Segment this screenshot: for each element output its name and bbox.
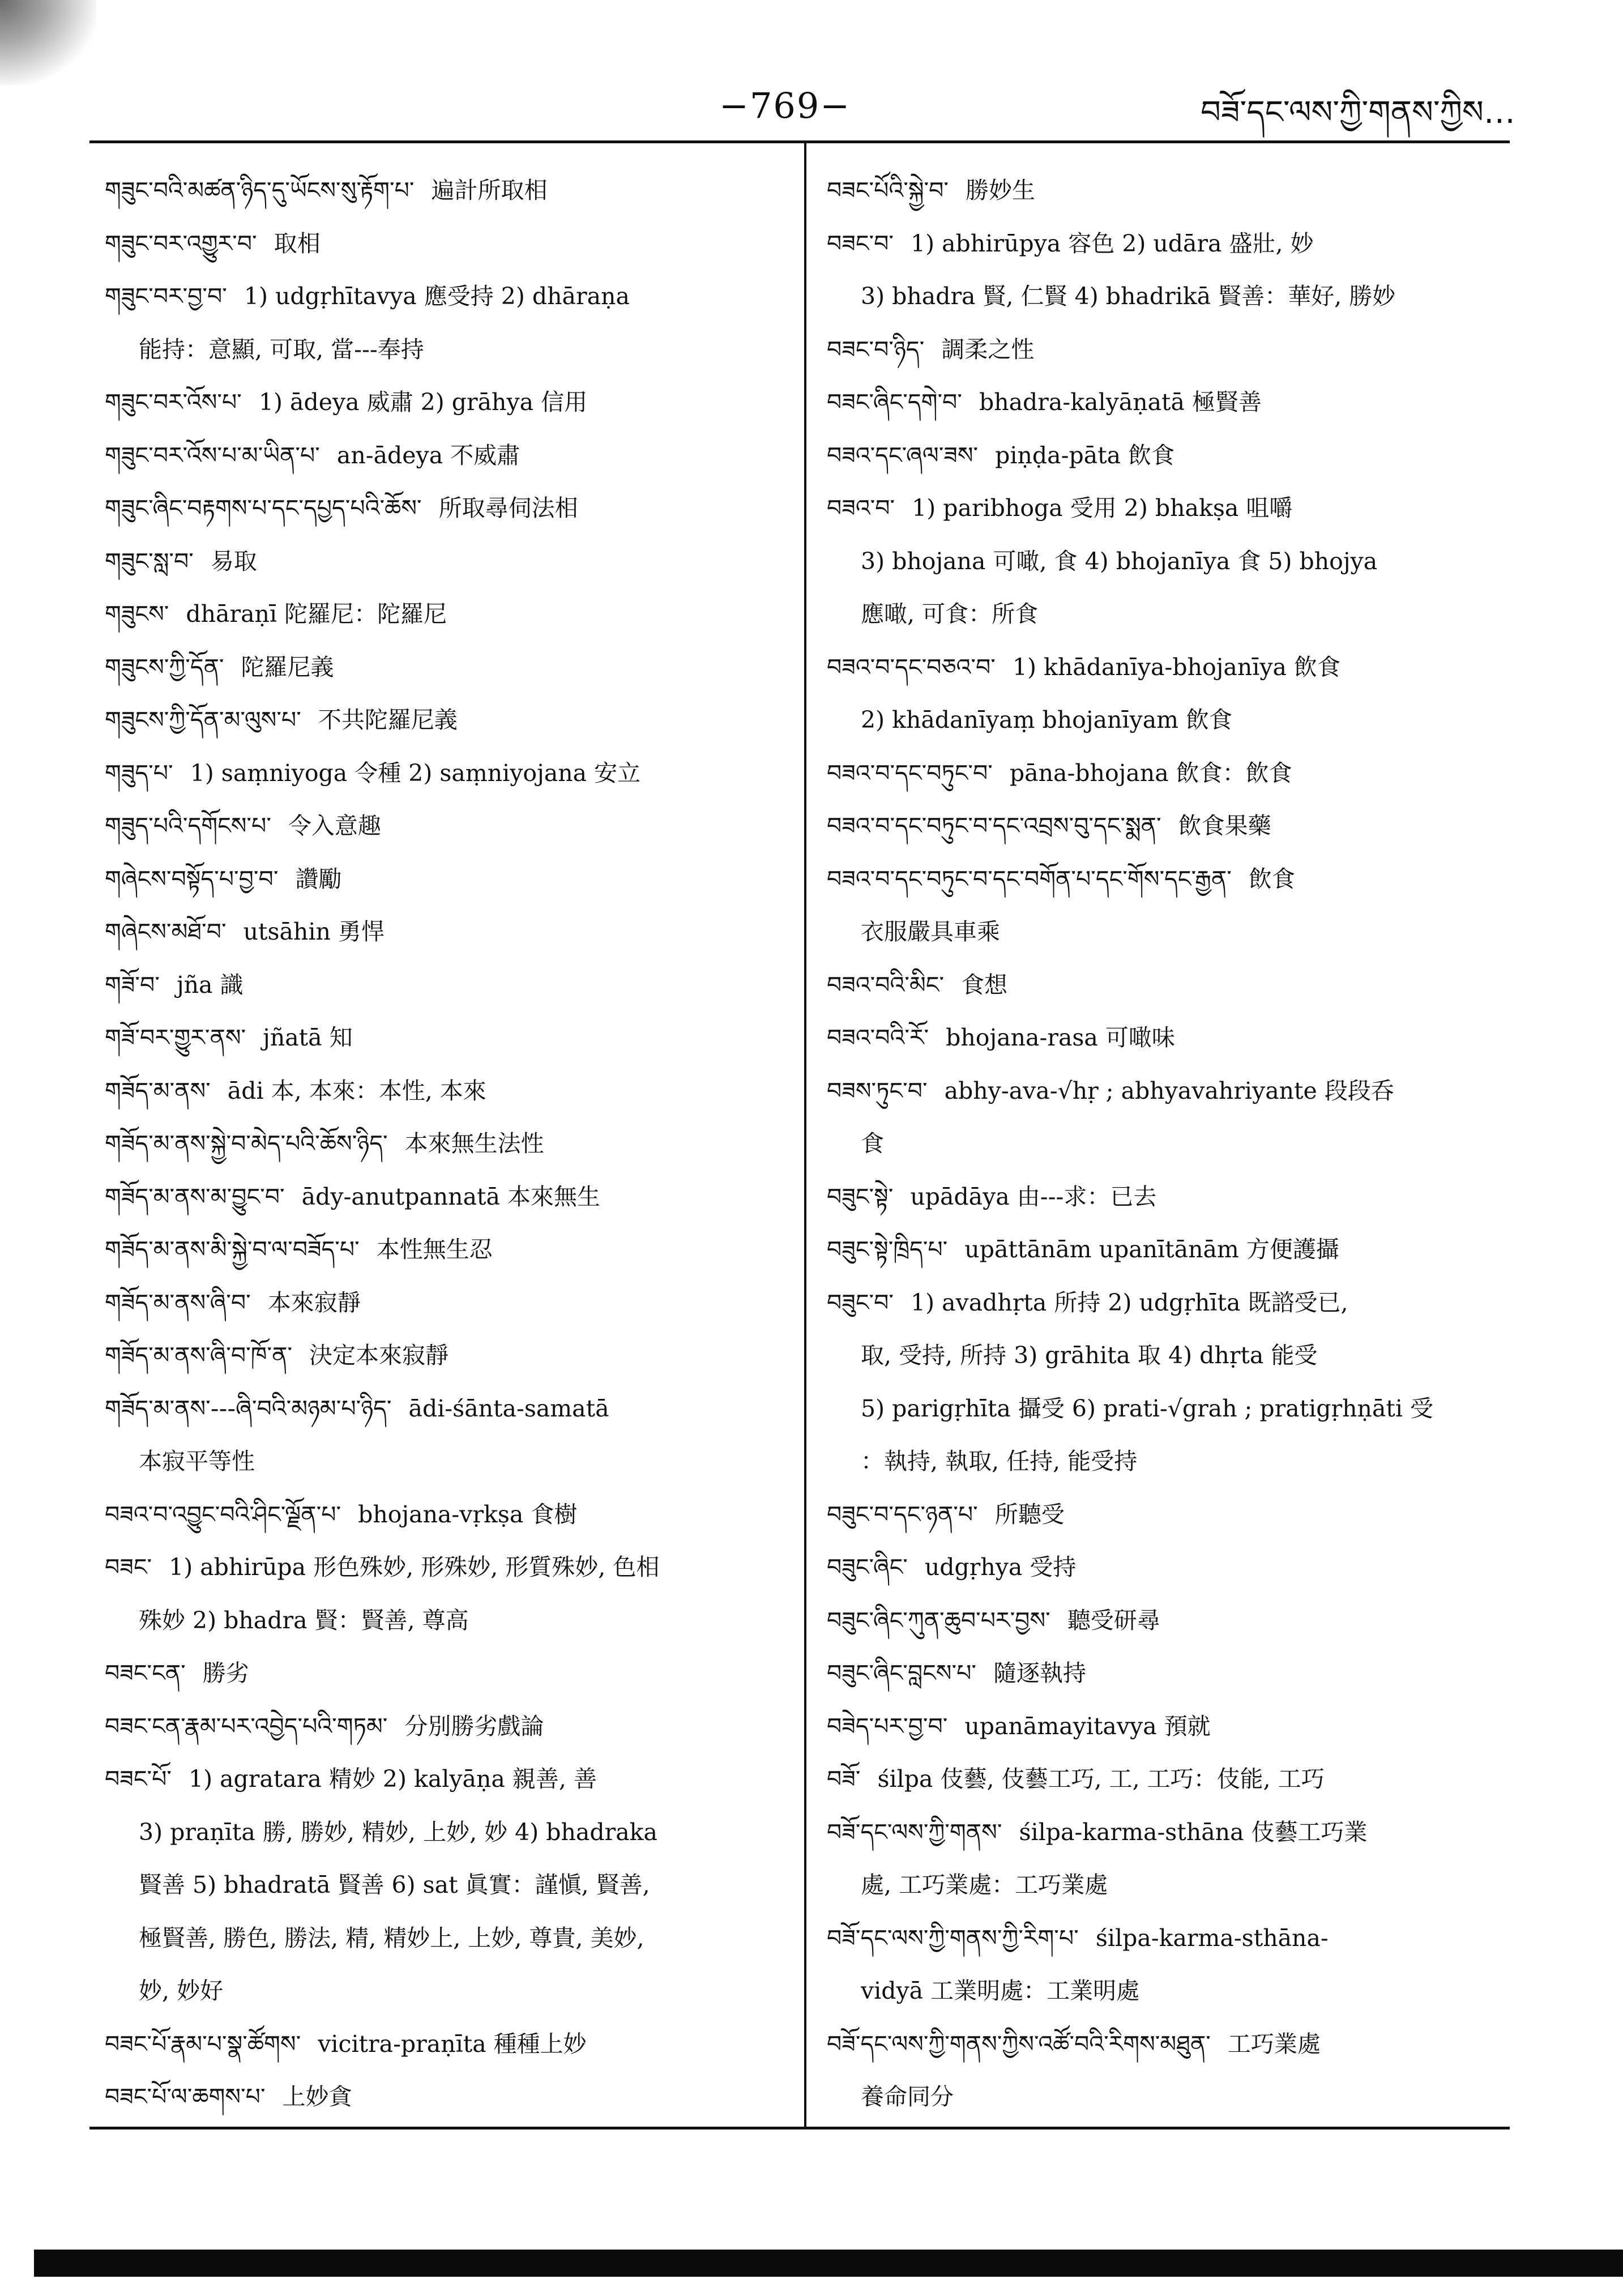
dictionary-entry (105, 1647, 784, 1700)
dictionary-entry (105, 959, 784, 1012)
entry-continuation (827, 270, 1506, 323)
entry-continuation (105, 1859, 784, 1912)
dictionary-entry (105, 482, 784, 535)
dictionary-entry (827, 1594, 1506, 1648)
dictionary-entry (827, 1171, 1506, 1224)
entry-gloss: 令入意趣 (288, 812, 381, 839)
entry-gloss: 陀羅尼義 (241, 653, 334, 681)
dictionary-entry (827, 959, 1506, 1012)
entry-gloss: 決定本來寂靜 (309, 1342, 449, 1369)
entry-gloss: 1) paribhoga 受用 2) bhakṣa 咀嚼 (912, 494, 1293, 522)
entry-gloss: 工巧業處 (1227, 2030, 1321, 2058)
tibetan-headword: བཟའ་དང་ཞལ་ཟས་ (827, 441, 979, 469)
running-head: བཟོ་དང་ལས་ཀྱི་གནས་ཀྱིས… (1201, 94, 1515, 131)
page-number: −769− (719, 85, 851, 126)
entry-continuation (827, 694, 1506, 747)
tibetan-headword: གཟོད་མ་ནས་---ཞི་བའི་མཉམ་པ་ཉིད་ (105, 1394, 392, 1422)
entry-gloss: 1) avadhṛta 所持 2) udgṛhīta 既諮受已, (911, 1288, 1348, 1316)
tibetan-headword: བཟས་ཏུང་བ་ (827, 1077, 928, 1104)
tibetan-headword: བཟང་བ་ (827, 229, 894, 257)
entry-gloss: 食想 (961, 971, 1008, 998)
entry-gloss: an-ādeya 不威肅 (336, 441, 520, 469)
dictionary-entry (105, 800, 784, 853)
dictionary-entry (827, 747, 1506, 800)
dictionary-entry (827, 1488, 1506, 1542)
scan-bottom-band (34, 2250, 1623, 2277)
entry-gloss: pāna-bhojana 飲食：飲食 (1009, 759, 1292, 787)
entry-continuation (105, 1594, 784, 1648)
dictionary-entry (105, 1753, 784, 1806)
dictionary-entry (105, 2071, 784, 2124)
dictionary-entry (827, 1912, 1506, 1965)
entry-gloss: 1) saṃniyoga 令種 2) saṃniyojana 安立 (190, 759, 641, 787)
entry-gloss: 3) bhadra 賢, 仁賢 4) bhadrikā 賢善：華好, 勝妙 (861, 283, 1396, 310)
dictionary-entry (105, 747, 784, 800)
tibetan-headword: བཟང་ངན་རྣམ་པར་འབྱེད་པའི་གཏམ་ (105, 1712, 388, 1740)
dictionary-entry (105, 1171, 784, 1224)
tibetan-headword: བཟའ་བ་འབྱུང་བའི་ཤིང་ལྗོན་པ་ (105, 1500, 341, 1528)
entry-continuation (827, 588, 1506, 641)
tibetan-headword: བཟོ་ (827, 1765, 861, 1793)
entry-gloss: śilpa-karma-sthāna 伎藝工巧業 (1019, 1818, 1368, 1846)
entry-gloss: 1) ādeya 威肅 2) grāhya 信用 (258, 389, 588, 416)
tibetan-headword: གཟོད་མ་ནས་ (105, 1077, 211, 1104)
dictionary-entry (827, 429, 1506, 483)
tibetan-headword: བཟུང་སྟེ་ཁྲིད་པ་ (827, 1236, 948, 1263)
tibetan-headword: བཟང་ཞིང་དགེ་བ་ (827, 389, 962, 416)
top-rule (89, 140, 1510, 143)
dictionary-entry (105, 1277, 784, 1330)
dictionary-entry (827, 217, 1506, 271)
entry-gloss: dhāraṇī 陀羅尼：陀羅尼 (186, 600, 447, 628)
tibetan-headword: བཟའ་བ་དང་བཏུང་བ་དང་བགོན་པ་དང་གོས་དང་རྒྱན་ (827, 865, 1232, 893)
entry-gloss: śilpa-karma-sthāna- (1095, 1924, 1329, 1952)
tibetan-headword: གཟོད་མ་ནས་མི་སྐྱེ་བ་ལ་བཟོད་པ་ (105, 1236, 360, 1263)
entry-gloss: śilpa 伎藝, 伎藝工巧, 工, 工巧：伎能, 工巧 (877, 1765, 1325, 1793)
tibetan-headword: གཟུངས་ (105, 600, 169, 628)
tibetan-headword: བཟང་ངན་ (105, 1659, 186, 1687)
entry-gloss: 遍計所取相 (431, 177, 548, 204)
dictionary-entry (827, 1541, 1506, 1594)
tibetan-headword: གཟུང་བའི་མཚན་ཉིད་དུ་ཡོངས་སུ་རྟོག་པ་ (105, 177, 415, 204)
tibetan-headword: བཟུང་ཞིང་ (827, 1554, 908, 1581)
entry-gloss: abhy-ava-√hṛ ; abhyavahriyante 段段呑 (944, 1077, 1394, 1104)
entry-gloss: 讚勵 (295, 865, 342, 893)
entry-gloss: 本來寂靜 (267, 1288, 361, 1316)
entry-gloss: 不共陀羅尼義 (318, 706, 458, 733)
dictionary-entry (827, 1700, 1506, 1753)
tibetan-headword: བཟའ་བ་ (827, 494, 895, 522)
entry-gloss: utsāhin 勇悍 (243, 918, 385, 945)
entry-gloss: upādāya 由---求：已去 (910, 1183, 1157, 1210)
tibetan-headword: བཟུང་ཞིང་ཀུན་ཆུབ་པར་བྱས་ (827, 1606, 1050, 1634)
tibetan-headword: བཟའ་བ་དང་བཏུང་བ་ (827, 759, 993, 787)
dictionary-entry (105, 429, 784, 483)
entry-continuation (827, 906, 1506, 959)
dictionary-entry (827, 1277, 1506, 1330)
tibetan-headword: བཟུང་སྟེ་ (827, 1183, 894, 1210)
entry-gloss: udgṛhya 受持 (924, 1554, 1077, 1581)
entry-continuation (105, 323, 784, 377)
tibetan-headword: གཟུང་བར་བྱ་བ་ (105, 283, 227, 310)
entry-gloss: 易取 (210, 547, 257, 575)
dictionary-entry (827, 1753, 1506, 1806)
entry-gloss: 殊妙 2) bhadra 賢：賢善, 尊高 (139, 1606, 469, 1634)
dictionary-entry (827, 164, 1506, 217)
bottom-rule (89, 2127, 1510, 2129)
dictionary-entry (105, 694, 784, 747)
entry-gloss: 1) agratara 精妙 2) kalyāṇa 親善, 善 (189, 1765, 597, 1793)
entry-continuation (105, 1912, 784, 1965)
entry-gloss: jña 識 (176, 971, 244, 998)
entry-gloss: 衣服嚴具車乘 (861, 918, 1000, 945)
dictionary-entry (105, 906, 784, 959)
dictionary-entry (105, 588, 784, 641)
entry-gloss: 飲食果藥 (1178, 812, 1271, 839)
entry-gloss: ādi-śānta-samatā (408, 1394, 609, 1422)
entry-continuation (827, 1965, 1506, 2018)
dictionary-entry (827, 1065, 1506, 1118)
entry-continuation (105, 1435, 784, 1488)
entry-gloss: 食 (861, 1130, 884, 1157)
entry-gloss: 3) bhojana 可噉, 食 4) bhojanīya 食 5) bhojya (861, 547, 1378, 575)
tibetan-headword: གཟུང་ཞིང་བརྟགས་པ་དང་དཔྱད་པའི་ཆོས་ (105, 494, 422, 522)
dictionary-entry (827, 1012, 1506, 1065)
entry-gloss: 勝劣 (202, 1659, 249, 1687)
entry-gloss: 本寂平等性 (139, 1448, 255, 1475)
entry-gloss: 能持：意顯, 可取, 當---奉持 (139, 335, 424, 363)
dictionary-entry (827, 482, 1506, 535)
dictionary-entry (105, 1700, 784, 1753)
entry-gloss: bhojana-vṛkṣa 食樹 (358, 1500, 578, 1528)
dictionary-entry (105, 376, 784, 429)
entry-gloss: 取相 (274, 229, 321, 257)
tibetan-headword: བཟུང་བ་དང་ཉན་པ་ (827, 1500, 978, 1528)
entry-gloss: 妙, 妙好 (139, 1977, 224, 2004)
entry-continuation (105, 1965, 784, 2018)
entry-gloss: 3) praṇīta 勝, 勝妙, 精妙, 上妙, 妙 4) bhadraka (139, 1818, 657, 1846)
dictionary-entry (105, 853, 784, 906)
dictionary-entry (105, 217, 784, 271)
entry-gloss: upanāmayitavya 預就 (964, 1712, 1211, 1740)
tibetan-headword: གཟུད་པའི་དགོངས་པ་ (105, 812, 271, 839)
tibetan-headword: བཟང་ (105, 1554, 152, 1581)
tibetan-headword: གཟོད་མ་ནས་ཞི་བ་ཁོ་ན་ (105, 1342, 293, 1369)
entry-gloss: 本性無生忍 (376, 1236, 493, 1263)
entry-gloss: piṇḍa-pāta 飲食 (995, 441, 1175, 469)
entry-continuation (827, 1329, 1506, 1382)
dictionary-entry (105, 1223, 784, 1277)
tibetan-headword: བཟང་པོའི་སྐྱེ་བ་ (827, 177, 949, 204)
dictionary-entry (105, 2018, 784, 2071)
entry-continuation (827, 1435, 1506, 1488)
tibetan-headword: བཟའ་བ་དང་བཏུང་བ་དང་འབྲས་བུ་དང་སྨན་ (827, 812, 1161, 839)
dictionary-entry (827, 641, 1506, 694)
tibetan-headword: གཞེངས་མཐོ་བ་ (105, 918, 227, 945)
tibetan-headword: བཟོ་དང་ལས་ཀྱི་གནས་ (827, 1818, 1002, 1846)
entry-gloss: 所取尋伺法相 (438, 494, 578, 522)
dictionary-entry (827, 853, 1506, 906)
dictionary-entry (105, 1065, 784, 1118)
entry-gloss: ādi 本, 本來：本性, 本來 (227, 1077, 486, 1104)
entry-gloss: 1) abhirūpya 容色 2) udāra 盛壯, 妙 (911, 229, 1314, 257)
entry-continuation (827, 2071, 1506, 2124)
dictionary-entry (105, 1382, 784, 1436)
dictionary-entry (827, 800, 1506, 853)
entry-gloss: vicitra-praṇīta 種種上妙 (318, 2030, 587, 2058)
dictionary-entry (105, 535, 784, 588)
left-column (105, 164, 784, 2124)
tibetan-headword: གཟོ་བ་ (105, 971, 160, 998)
entry-gloss: vidyā 工業明處：工業明處 (861, 1977, 1140, 2004)
dictionary-entry (105, 1117, 784, 1171)
entry-continuation (105, 1806, 784, 1859)
tibetan-headword: བཟང་པོ་ (105, 1765, 172, 1793)
entry-gloss: 所聽受 (994, 1500, 1065, 1528)
column-divider (804, 142, 806, 2129)
entry-gloss: 1) khādanīya-bhojanīya 飲食 (1012, 653, 1340, 681)
dictionary-entry (105, 1012, 784, 1065)
tibetan-headword: བཟང་པོ་རྣམ་པ་སྣ་ཚོགས་ (105, 2030, 301, 2058)
tibetan-headword: བཟའ་བའི་རོ་ (827, 1024, 929, 1051)
entry-gloss: 本來無生法性 (404, 1130, 544, 1157)
tibetan-headword: གཟུང་བར་འོས་པ་ (105, 389, 242, 416)
entry-gloss: 極賢善, 勝色, 勝法, 精, 精妙上, 上妙, 尊貴, 美妙, (139, 1924, 644, 1952)
tibetan-headword: གཟོད་མ་ནས་མ་བྱུང་བ་ (105, 1183, 285, 1210)
entry-gloss: 調柔之性 (941, 335, 1035, 363)
tibetan-headword: བཟོ་དང་ལས་ཀྱི་གནས་ཀྱི་རིག་པ་ (827, 1924, 1079, 1952)
entry-gloss: 2) khādanīyaṃ bhojanīyam 飲食 (861, 706, 1233, 733)
dictionary-entry (827, 323, 1506, 377)
entry-continuation (827, 1859, 1506, 1912)
entry-gloss: 5) parigṛhīta 攝受 6) prati-√grah ; pratigṛhṇāti 受 (861, 1394, 1434, 1422)
tibetan-headword: གཟོད་མ་ནས་ཞི་བ་ (105, 1288, 251, 1316)
entry-continuation (827, 1382, 1506, 1436)
entry-gloss: 上妙貪 (282, 2083, 352, 2110)
dictionary-entry (105, 1329, 784, 1382)
dictionary-entry (105, 270, 784, 323)
dictionary-entry (105, 1541, 784, 1594)
right-column (827, 164, 1506, 2124)
dictionary-entry (827, 376, 1506, 429)
entry-gloss: ：執持, 執取, 任持, 能受持 (861, 1448, 1138, 1475)
tibetan-headword: བཟང་པོ་ལ་ཆགས་པ་ (105, 2083, 266, 2110)
entry-gloss: 勝妙生 (966, 177, 1036, 204)
tibetan-headword: གཞེངས་བསྟོད་པ་བྱ་བ་ (105, 865, 279, 893)
tibetan-headword: གཟུངས་ཀྱི་དོན་ (105, 653, 224, 681)
tibetan-headword: གཟུང་བར་འོས་པ་མ་ཡིན་པ་ (105, 441, 320, 469)
entry-gloss: 聽受研尋 (1067, 1606, 1160, 1634)
tibetan-headword: བཟའ་བའི་མིང་ (827, 971, 945, 998)
dictionary-entry (105, 1488, 784, 1542)
entry-gloss: 飲食 (1248, 865, 1295, 893)
dictionary-entry (827, 1223, 1506, 1277)
entry-continuation (827, 535, 1506, 588)
dictionary-entry (105, 164, 784, 217)
entry-gloss: 1) abhirūpa 形色殊妙, 形殊妙, 形質殊妙, 色相 (169, 1554, 660, 1581)
dictionary-entry (827, 2018, 1506, 2071)
entry-gloss: 1) udgṛhītavya 應受持 2) dhāraṇa (244, 283, 630, 310)
dictionary-entry (827, 1647, 1506, 1700)
entry-continuation (827, 1117, 1506, 1171)
entry-gloss: 養命同分 (861, 2083, 954, 2110)
tibetan-headword: གཟུད་པ་ (105, 759, 173, 787)
tibetan-headword: བཟེད་པར་བྱ་བ་ (827, 1712, 948, 1740)
entry-gloss: upāttānām upanītānām 方便護攝 (964, 1236, 1339, 1263)
tibetan-headword: བཟང་བ་ཉིད་ (827, 335, 925, 363)
tibetan-headword: བཟུང་ཞིང་བླངས་པ་ (827, 1659, 976, 1687)
tibetan-headword: གཟོད་མ་ནས་སྐྱེ་བ་མེད་པའི་ཆོས་ཉིད་ (105, 1130, 388, 1157)
entry-gloss: 取, 受持, 所持 3) grāhita 取 4) dhṛta 能受 (861, 1342, 1318, 1369)
entry-gloss: ādy-anutpannatā 本來無生 (301, 1183, 600, 1210)
tibetan-headword: གཟུངས་ཀྱི་དོན་མ་ལུས་པ་ (105, 706, 301, 733)
entry-gloss: bhojana-rasa 可噉味 (946, 1024, 1175, 1051)
tibetan-headword: གཟུང་སླ་བ་ (105, 547, 194, 575)
entry-gloss: 應噉, 可食：所食 (861, 600, 1039, 628)
tibetan-headword: གཟོ་བར་གྱུར་ནས་ (105, 1024, 246, 1051)
tibetan-headword: བཟུང་བ་ (827, 1288, 894, 1316)
entry-gloss: jñatā 知 (263, 1024, 353, 1051)
dictionary-entry (105, 641, 784, 694)
tibetan-headword: བཟའ་བ་དང་བཅའ་བ་ (827, 653, 996, 681)
dictionary-entry (827, 1806, 1506, 1859)
scan-corner-smudge (0, 0, 96, 85)
entry-gloss: 分別勝劣戲論 (404, 1712, 544, 1740)
entry-gloss: bhadra-kalyāṇatā 極賢善 (979, 389, 1262, 416)
tibetan-headword: གཟུང་བར་འགྱུར་བ་ (105, 229, 257, 257)
tibetan-headword: བཟོ་དང་ལས་ཀྱི་གནས་ཀྱིས་འཚོ་བའི་རིགས་མཐུན་ (827, 2030, 1211, 2058)
entry-gloss: 賢善 5) bhadratā 賢善 6) sat 眞實：謹愼, 賢善, (139, 1871, 650, 1898)
entry-gloss: 處, 工巧業處：工巧業處 (861, 1871, 1108, 1898)
entry-gloss: 隨逐執持 (993, 1659, 1086, 1687)
